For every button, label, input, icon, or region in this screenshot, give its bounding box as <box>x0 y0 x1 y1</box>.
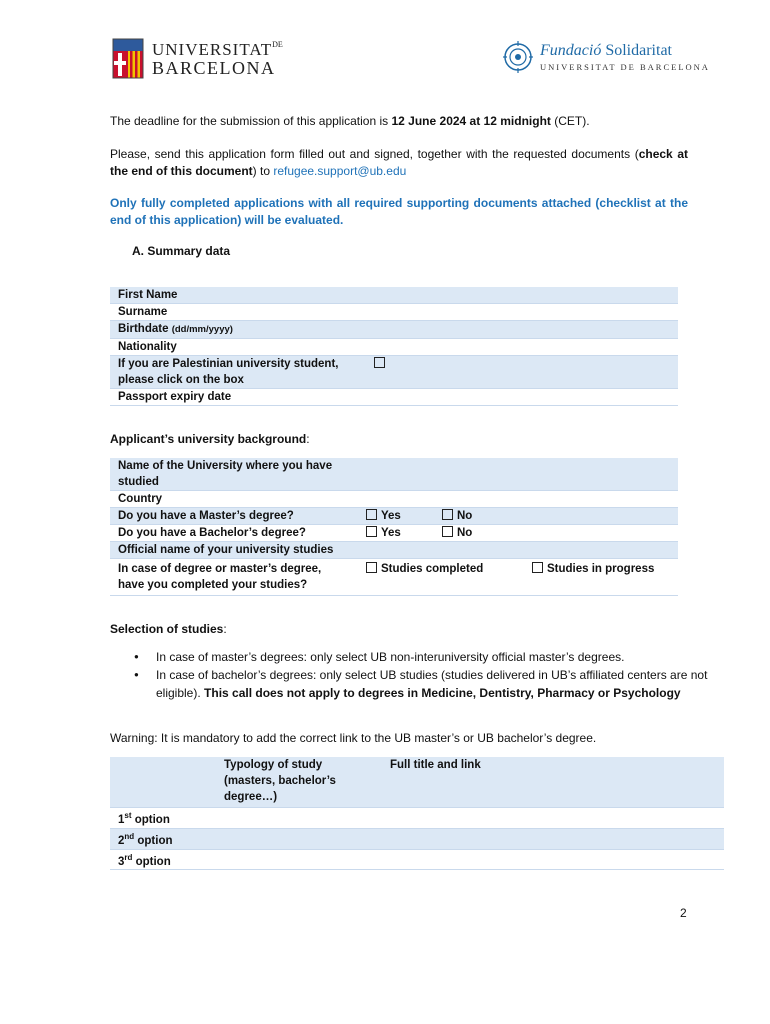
passport-expiry-label: Passport expiry date <box>110 389 366 406</box>
masters-yes-checkbox[interactable] <box>366 509 377 520</box>
fundacio-name: Fundació Solidaritat <box>540 42 672 59</box>
title-column-header: Full title and link <box>382 757 724 808</box>
study-options-table <box>110 757 724 870</box>
university-label: Name of the University where you have studied <box>110 458 358 491</box>
birthdate-label: Birthdate (dd/mm/yyyy) <box>110 321 366 339</box>
studies-completed-checkbox[interactable] <box>366 562 377 573</box>
option-3-label: 3rd option <box>110 849 216 870</box>
birthdate-field[interactable] <box>366 321 678 339</box>
masters-no-checkbox[interactable] <box>442 509 453 520</box>
palestinian-cell <box>366 356 678 389</box>
option-2-typology-field[interactable] <box>216 828 382 849</box>
table-row <box>110 525 678 542</box>
studies-in-progress-checkbox[interactable] <box>532 562 543 573</box>
fundacio-emblem-icon <box>502 40 534 74</box>
country-label: Country <box>110 491 358 508</box>
option-2-label: 2nd option <box>110 828 216 849</box>
table-row <box>110 808 724 829</box>
ub-crest-icon <box>112 38 144 80</box>
table-row <box>110 458 678 491</box>
bachelors-yes-option[interactable]: Yes <box>358 525 434 542</box>
list-item: ● In case of master’s degrees: only select UB non-interuniversity official master’s degrees. <box>156 648 734 666</box>
option-1-label: 1st option <box>110 808 216 829</box>
studies-completed-option[interactable]: Studies completed <box>358 559 524 596</box>
masters-no-option[interactable]: No <box>434 508 678 525</box>
table-row <box>110 287 678 304</box>
fundacio-logo <box>502 40 722 80</box>
table-row <box>110 508 678 525</box>
palestinian-label: If you are Palestinian university student, please click on the box <box>110 356 366 389</box>
email-link[interactable]: refugee.support@ub.edu <box>273 164 407 178</box>
option-3-title-field[interactable] <box>382 849 724 870</box>
table-row <box>110 356 678 389</box>
bachelors-no-option[interactable]: No <box>434 525 678 542</box>
bachelors-label: Do you have a Bachelor’s degree? <box>110 525 358 542</box>
typology-column-header: Typology of study (masters, bachelor’s degree…) <box>216 757 382 808</box>
selection-rules-list <box>110 648 734 702</box>
page-number: 2 <box>680 906 687 920</box>
summary-heading: A. Summary data <box>132 244 231 258</box>
background-heading: Applicant’s university background: <box>110 432 310 446</box>
ub-name-line2: BARCELONA <box>152 58 276 78</box>
official-name-label: Official name of your university studies <box>110 542 358 559</box>
nationality-label: Nationality <box>110 339 366 356</box>
studies-in-progress-option[interactable]: Studies in progress <box>524 559 678 596</box>
surname-label: Surname <box>110 304 366 321</box>
official-name-field[interactable] <box>358 542 678 559</box>
option-2-title-field[interactable] <box>382 828 724 849</box>
selection-heading: Selection of studies: <box>110 622 227 636</box>
table-row <box>110 559 678 596</box>
table-row <box>110 757 724 808</box>
country-field[interactable] <box>358 491 678 508</box>
table-row <box>110 849 724 870</box>
table-row <box>110 828 724 849</box>
masters-yes-option[interactable]: Yes <box>358 508 434 525</box>
first-name-label: First Name <box>110 287 366 304</box>
list-item: ● In case of bachelor’s degrees: only select UB studies (studies delivered in UB’s affiliated centers are not eligible). This call does not apply to degrees in Medicine, Dentistry, Pharmacy or Psychology <box>156 666 734 702</box>
bachelors-no-checkbox[interactable] <box>442 526 453 537</box>
palestinian-checkbox[interactable] <box>374 357 385 368</box>
send-instructions: Please, send this application form filled out and signed, together with the requested documents (check at the end of this document) to refugee.support@ub.edu <box>110 147 688 178</box>
ub-logo <box>112 38 292 82</box>
first-name-field[interactable] <box>366 287 678 304</box>
university-field[interactable] <box>358 458 678 491</box>
completed-label: In case of degree or master’s degree, have you completed your studies? <box>110 559 358 596</box>
link-warning: Warning: It is mandatory to add the correct link to the UB master’s or UB bachelor’s degree. <box>110 731 597 745</box>
nationality-field[interactable] <box>366 339 678 356</box>
option-3-typology-field[interactable] <box>216 849 382 870</box>
deadline-text: The deadline for the submission of this application is 12 June 2024 at 12 midnight (CET). <box>110 114 590 128</box>
option-1-typology-field[interactable] <box>216 808 382 829</box>
corner-cell <box>110 757 216 808</box>
table-row <box>110 491 678 508</box>
summary-table <box>110 287 678 406</box>
surname-field[interactable] <box>366 304 678 321</box>
table-row <box>110 339 678 356</box>
ub-name-line1: $UNIVERSITAT^{DE}$ <box>152 40 283 59</box>
table-row <box>110 304 678 321</box>
table-row <box>110 389 678 406</box>
passport-expiry-field[interactable] <box>366 389 678 406</box>
table-row <box>110 321 678 339</box>
option-1-title-field[interactable] <box>382 808 724 829</box>
background-table <box>110 458 678 596</box>
completeness-warning: Only fully completed applications with all required supporting documents attached (checklist at the end of this application) will be evaluated. <box>110 196 688 227</box>
masters-label: Do you have a Master’s degree? <box>110 508 358 525</box>
bachelors-yes-checkbox[interactable] <box>366 526 377 537</box>
table-row <box>110 542 678 559</box>
fundacio-subtitle: UNIVERSITAT DE BARCELONA <box>540 62 710 72</box>
